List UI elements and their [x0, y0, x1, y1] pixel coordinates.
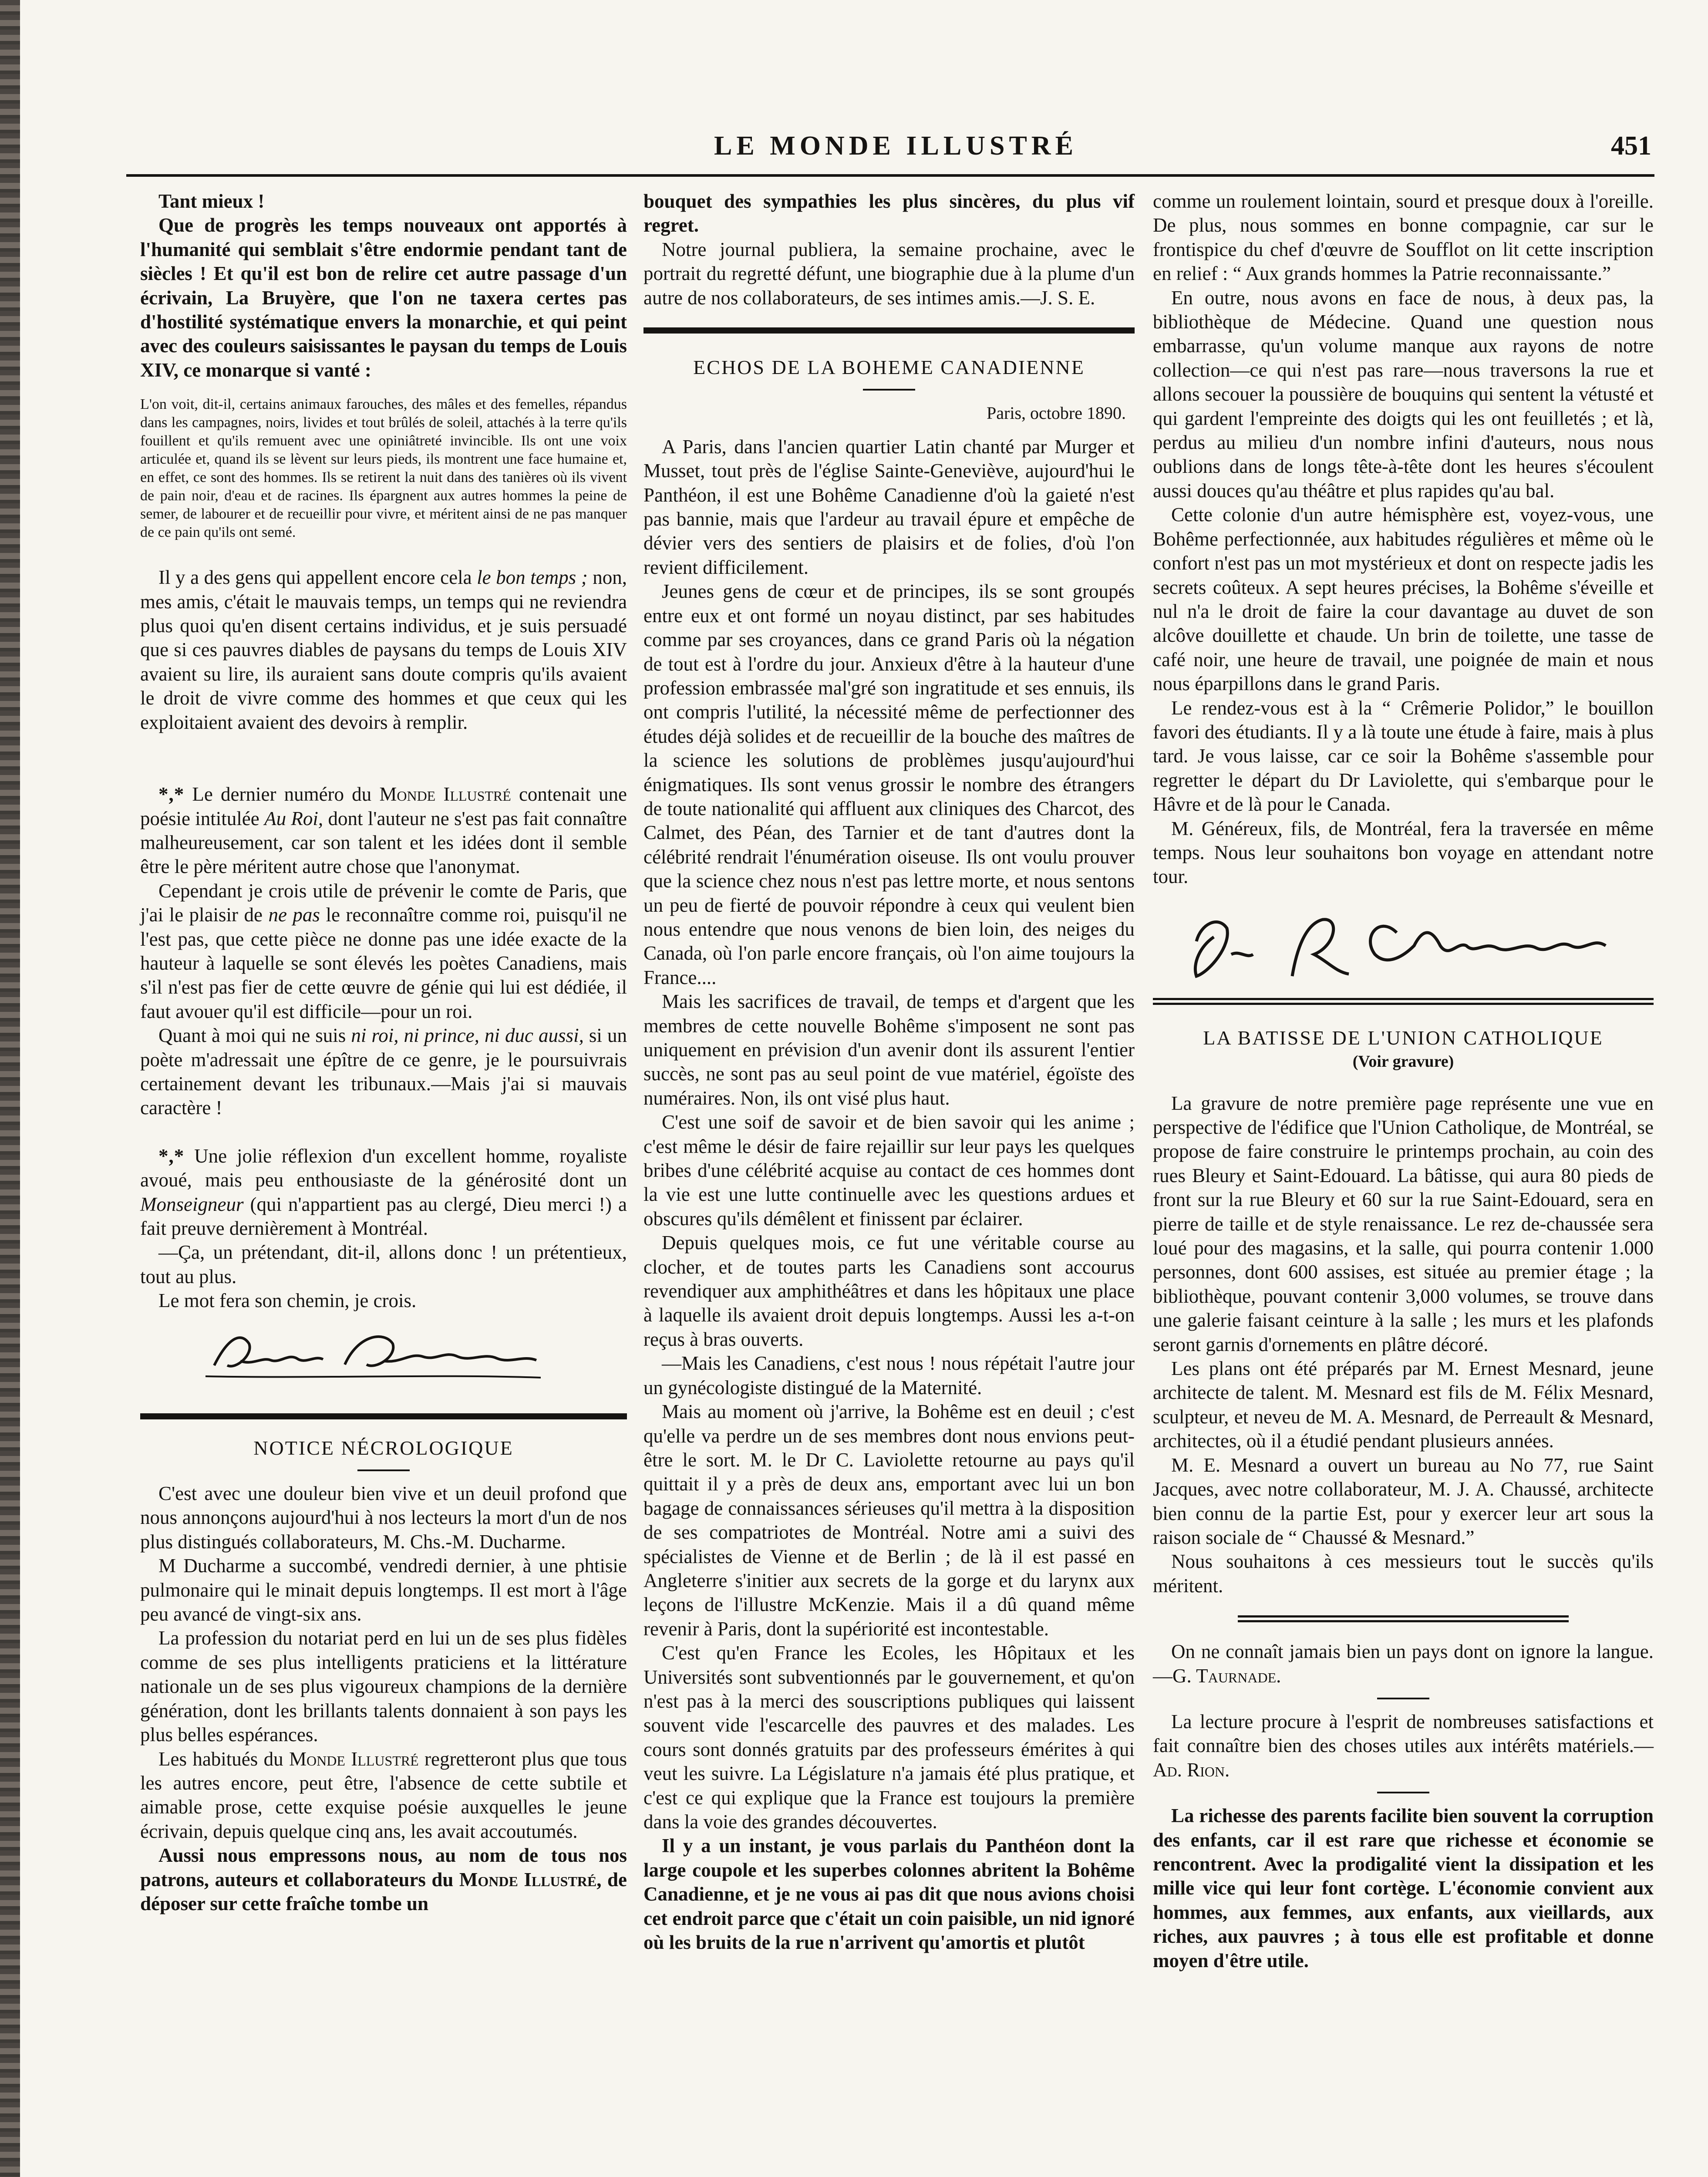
section-rule — [643, 327, 1135, 334]
paragraph: La gravure de notre première page représente une vue en perspective de l'édifice que l'Union Catholique, de Montréal, se propose de faire construire le printemps prochain, au coin des rues Bleury et Saint-Edouard. La bâtisse, qui aura 80 pieds de front sur la rue Bleury et 60 sur la rue Saint-Edouard, sera en pierre de taille et de style renaissance. Le rez de-chaussée sera loué pour des magasins, et la salle, qui pourra contenir 1.000 personnes, dont 600 assises, est située au premier étage ; la bibliothèque, pouvant contenir 3,000 volumes, se trouve dans une galerie faisant ceinture à la salle ; les murs et les plafonds seront garnis d'ornements en plâtre décoré. — [1153, 1092, 1654, 1355]
maxim: La lecture procure à l'esprit de nombreuses satisfactions et fait connaître bien des choses utiles aux intérêts matériels.—Ad. Rion. — [1153, 1710, 1654, 1781]
section-rule — [1238, 1615, 1569, 1622]
paragraph: Que de progrès les temps nouveaux ont apportés à l'humanité qui semblait s'être endormie pendant tant de siècles ! Et qu'il est bon de relire cet autre passage d'un écrivain, La Bruyère, que l'on ne taxera certes pas d'hostilité systématique envers la monarchie, et qui peint avec des couleurs saisissantes le paysan du temps de Louis XIV, ce monarque si vanté : — [140, 214, 627, 381]
paragraph: Le mot fera son chemin, je crois. — [158, 1290, 417, 1312]
maxim: On ne connaît jamais bien un pays dont on ignore la langue.—G. Taurnade. — [1153, 1641, 1654, 1687]
binding-edge — [0, 0, 20, 2177]
signature-r-chevrier — [1153, 889, 1654, 998]
paragraph: Le rendez-vous est à la “ Crêmerie Polidor,” le bouillon favori des étudiants. Il y a là toute une étude à faire, mais à plus tard. Je vous laisse, car ce soir la Bohême s'assemble pour regretter le départ du Dr Laviolette, qui s'embarque pour le Hâvre et de là pour le Canada. — [1153, 697, 1654, 816]
short-rule — [1377, 1698, 1429, 1699]
paragraph: —Mais les Canadiens, c'est nous ! nous répétait l'autre jour un gynécologiste distingué de la Maternité. — [643, 1352, 1135, 1399]
paragraph: Notre journal publiera, la semaine prochaine, avec le portrait du regretté défunt, une biographie due à la plume d'un autre de nos collaborateurs, de ses intimes amis.—J. S. E. — [643, 238, 1135, 309]
paragraph: C'est une soif de savoir et de bien savoir qui les anime ; c'est même le désir de faire rejaillir sur leur pays les quelques bribes d'une célébrité acquise au contact de ces hommes dont la vie est une lutte continuelle avec les questions ardues et obscures qu'ils démêlent et finissent par éclairer. — [643, 1111, 1135, 1230]
paragraph: Cependant je crois utile de prévenir le comte de Paris, que j'ai le plaisir de ne pas le reconnaître comme roi, puisqu'il ne l'est pas, que cette pièce ne donne pas une idée exacte de la hauteur à laquelle se sont élevés les poètes Canadiens, mais s'il n'est pas fier de cette œuvre de génie qui lui est dédiée, il faut avouer qu'il est difficile—pour un roi. — [140, 880, 627, 1022]
paragraph: bouquet des sympathies les plus sincères, du plus vif regret. — [643, 190, 1135, 236]
paragraph: Jeunes gens de cœur et de principes, ils se sont groupés entre eux et ont formé un noyau distinct, par ses habitudes comme par ses croyances, dans ce grand Paris où la négation de tout est à l'ordre du jour. Anxieux d'être à la hauteur d'une profession embrassée mal'gré son ingratitude et ses ennuis, ils ont compris l'utilité, la nécessité même de perfectionner des études déjà solides et de recueillir de la bouche des maîtres de la science les solutions de problèmes jusqu'aujourd'hui énigmatiques. Ils sont venus grossir le nombre des étrangers de toute nationalité qui affluent aux cliniques des Charcot, des Calmet, des Péan, des Tarnier et de tant d'autres dont la célébrité rendrait l'énumération oiseuse. Ils ont voulu prouver que la science chez nous n'est pas lettre morte, et nous sentons un peu de fierté de pouvoir répondre à ceux qui veulent bien nous entendre que nous venons de bien loin, des neiges du Canada, où l'on parle encore français, où l'on aime toujours la France.... — [643, 580, 1135, 988]
paragraph: Nous souhaitons à ces messieurs tout le succès qu'ils méritent. — [1153, 1550, 1654, 1597]
block-quote: L'on voit, dit-il, certains animaux farouches, des mâles et des femelles, répandus dans les campagnes, noirs, livides et tout brûlés de soleil, attachés à la terre qu'ils fouillent et qu'ils remuent avec une opiniâtreté invincible. Ils ont une voix articulée et, quand ils se lèvent sur leurs pieds, ils montrent une face humaine et, en effet, ce sont des hommes. Ils se retirent la nuit dans des tanières où ils vivent de pain noir, d'eau et de racines. Ils épargnent aux autres hommes la peine de semer, de labourer et de recueillir pour vivre, et méritent ainsi de ne pas manquer de ce pain qu'ils ont semé. — [140, 396, 627, 541]
paragraph: En outre, nous avons en face de nous, à deux pas, la bibliothèque de Médecine. Quand une question nous embarrasse, qu'un volume manque aux rayons de notre collection—ce qui n'est pas rare—nous traversons la rue et allons secouer la poussière de bouquins qui sentent la vétusté et qui gardent l'empreinte des doigts qui les ont feuilletés ; et là, perdus au milieu d'un nombre infini d'auteurs, nous nous oublions dans de longs tête-à-tête dont les heures s'écoulent aussi douces qu'au théâtre et plus rapides qu'au bal. — [1153, 286, 1654, 502]
short-rule — [863, 389, 915, 391]
paragraph: Il y a des gens qui appellent encore cela le bon temps ; non, mes amis, c'était le mauvais temps, un temps qui ne reviendra plus quoi qu'en disent certains individus, et je suis persuadé que si ces pauvres diables de paysans du temps de Louis XIV avaient su lire, ils auraient sans doute compris qu'ils avaient le droit de vivre comme des hommes et que ceux qui les exploitaient avaient des devoirs à remplir. — [140, 566, 627, 733]
short-rule — [357, 1469, 410, 1471]
dateline: Paris, octobre 1890. — [987, 403, 1126, 423]
echos-title: ECHOS DE LA BOHEME CANADIENNE — [693, 356, 1085, 379]
paragraph: —Ça, un prétendant, dit-il, allons donc ! un prétentieux, tout au plus. — [140, 1241, 627, 1287]
maxim: La richesse des parents facilite bien souvent la corruption des enfants, car il est rare que richesse et économie se rencontrent. Avec la prodigalité vient la dissipation et les mille vice qui leur font cortège. L'économie convient aux hommes, aux femmes, aux enfants, aux vieillards, aux riches, aux pauvres ; à tous elle est profitable et donne moyen d'être utile. — [1153, 1805, 1654, 1971]
batisse-title: LA BATISSE DE L'UNION CATHOLIQUE — [1203, 1026, 1604, 1049]
paragraph: A Paris, dans l'ancien quartier Latin chanté par Murger et Musset, tout près de l'église Sainte-Geneviève, aujourd'hui le Panthéon, il est une Bohême Canadienne d'où la gaieté n'est pas bannie, mais que l'ardeur au travail épure et empêche de dévier vers des sentiers de plaisirs et de folies, d'où l'on revient difficilement. — [643, 435, 1135, 578]
paragraph: *,* Le dernier numéro du Monde Illustré contenait une poésie intitulée Au Roi, dont l'auteur ne s'est pas fait connaître malheureusement, car son talent et les idées dont il semble être le père méritent autre chose que l'anonymat. — [140, 783, 627, 878]
paragraph: C'est qu'en France les Ecoles, les Hôpitaux et les Universités sont subventionnés par le gouvernement, et qu'on n'est pas à la merci des souscriptions publiques qui laissent souvent vide l'escarcelle des pauvres et des malades. Les cours sont donnés gratuits par des professeurs émérites à qui veut les suivre. La Législature n'a jamais été plus pratique, et c'est ce qui explique que la France est toujours la première dans la voie des grandes découvertes. — [643, 1642, 1135, 1833]
paragraph: Il y a un instant, je vous parlais du Panthéon dont la large coupole et les superbes colonnes abritent la Bohême Canadienne, et je ne vous ai pas dit que nous avions choisi cet endroit parce que c'était un coin paisible, un nid ignoré où les bruits de la rue n'arrivent qu'amortis et plutôt — [643, 1835, 1135, 1954]
running-head — [0, 131, 1708, 170]
section-rule — [1153, 998, 1654, 1005]
column-1 — [140, 189, 627, 1916]
paragraph: M Ducharme a succombé, vendredi dernier, à une phtisie pulmonaire qui le minait depuis longtemps. Il est mort à l'âge peu avancé de vingt-six ans. — [140, 1555, 627, 1625]
paragraph: Cette colonie d'un autre hémisphère est, voyez-vous, une Bohême perfectionnée, aux habitudes régulières et même où le confort n'est pas un mot mystérieux et dont on respecte jadis les secrets coûteux. A sept heures précises, la Bohême s'éveille et nul n'a le droit de faire la cour davantage au duvet de son alcôve douillette et chaude. Un brin de toilette, une tasse de café noir, une heure de travail, une poignée de main et nous nous éparpillons dans le grand Paris. — [1153, 504, 1654, 695]
paragraph: Quant à moi qui ne suis ni roi, ni prince, ni duc aussi, si un poète m'adressait une épître de ce genre, je le poursuivrais certainement devant les tribunaux.—Mais j'ai si mauvais caractère ! — [140, 1024, 627, 1119]
paragraph: M. E. Mesnard a ouvert un bureau au No 77, rue Saint Jacques, avec notre collaborateur, M. J. A. Chaussé, architecte bien connu de la partie Est, pour y exercer leur art sous la raison sociale de “ Chaussé & Mesnard.” — [1153, 1454, 1654, 1548]
short-rule — [1377, 1792, 1429, 1793]
batisse-subtitle: (Voir gravure) — [1352, 1052, 1454, 1071]
paragraph: comme un roulement lointain, sourd et presque doux à l'oreille. De plus, nous sommes en bonne compagnie, car sur le frontispice du chef d'œuvre de Soufflot on lit cette inscription en relief : “ Aux grands hommes la Patrie reconnaissante.” — [1153, 190, 1654, 285]
header-rule — [126, 174, 1654, 177]
page-number: 451 — [1611, 131, 1651, 161]
column-3 — [1153, 189, 1654, 1973]
paragraph: La profession du notariat perd en lui un de ses plus fidèles comme de ses plus intelligents praticiens et la littérature nationale un de ses plus vigoureux champions de la dernière génération, dont les brillants talents donnaient à son pays les plus belles espérances. — [140, 1627, 627, 1746]
notice-title: NOTICE NÉCROLOGIQUE — [253, 1436, 514, 1459]
signature-leon-ledieu — [140, 1313, 627, 1389]
paragraph: Depuis quelques mois, ce fut une véritable course au clocher, et de toutes parts les Canadiens sont accourus revendiquer aux amphithéâtres et dans les hôpitaux une place à laquelle ils avaient droit depuis longtemps. Aussi les a-t-on reçus à bras ouverts. — [643, 1232, 1135, 1350]
paragraph: Les habitués du Monde Illustré regretteront plus que tous les autres encore, peut être, l'absence de cette subtile et aimable prose, cette exquise poésie auxquelles le jeune écrivain, depuis quelque cinq ans, les avait accoutumés. — [140, 1748, 627, 1842]
paragraph: Mais les sacrifices de travail, de temps et d'argent que les membres de cette nouvelle Bohême s'imposent ne sont pas uniquement en prévision d'un avenir dont ils assurent l'entier succès, ne sont pas au seul point de vue matériel, égoïste des numéraires. Non, ils ont visé plus haut. — [643, 991, 1135, 1109]
section-rule — [140, 1413, 627, 1419]
column-2 — [643, 189, 1135, 1955]
paragraph: *,* Une jolie réflexion d'un excellent homme, royaliste avoué, mais peu enthousiaste de la générosité dont un Monseigneur (qui n'appartient pas au clergé, Dieu merci !) a fait preuve dernièrement à Montréal. — [140, 1145, 627, 1239]
masthead: LE MONDE ILLUSTRÉ — [714, 131, 1078, 161]
paragraph: Mais au moment où j'arrive, la Bohême est en deuil ; c'est qu'elle va perdre un de ses membres dont nous envions peut-être le sort. M. le Dr C. Laviolette retourne au pays qu'il quittait il y a près de deux ans, emportant avec lui un bon bagage de connaissances sérieuses qu'il mettra à la disposition de ses compatriotes de Montréal. Notre ami a suivi des spécialistes de Vienne et de Berlin ; de là il est passé en Angleterre s'initier aux secrets de la gorge et du larynx aux leçons de l'illustre McKenzie. Mais il a dû quand même revenir à Paris, dont la supériorité est incontestable. — [643, 1401, 1135, 1640]
paragraph: Les plans ont été préparés par M. Ernest Mesnard, jeune architecte de talent. M. Mesnard est fils de M. Félix Mesnard, sculpteur, et neveu de M. A. Mesnard, de Perreault & Mesnard, architectes, où il a étudié pendant plusieurs années. — [1153, 1358, 1654, 1452]
paragraph: Tant mieux ! — [158, 190, 265, 212]
paragraph: C'est avec une douleur bien vive et un deuil profond que nous annonçons aujourd'hui à nos lecteurs la mort d'un de nos plus distingués collaborateurs, M. Chs.-M. Ducharme. — [140, 1483, 627, 1553]
paragraph: Aussi nous empressons nous, au nom de tous nos patrons, auteurs et collaborateurs du Monde Illustré, de déposer sur cette fraîche tombe un — [140, 1844, 627, 1914]
paragraph: M. Généreux, fils, de Montréal, fera la traversée en même temps. Nous leur souhaitons bon voyage en attendant notre tour. — [1153, 817, 1654, 888]
